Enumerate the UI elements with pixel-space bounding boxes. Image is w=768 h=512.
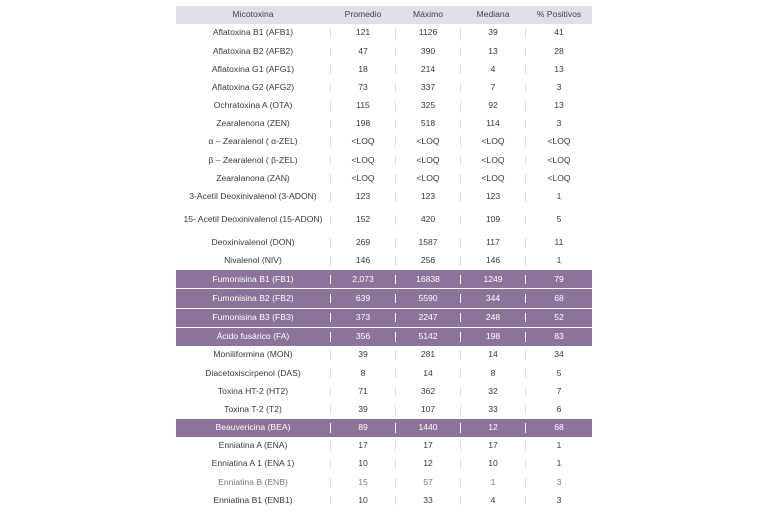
cell-mediana: 39 [460, 28, 525, 37]
cell-micotoxina: Deoxinivalenol (DON) [211, 237, 295, 248]
cell-micotoxina: Enniatina A (ENA) [218, 440, 288, 451]
cell-positivos: 6 [525, 405, 592, 414]
cell-maximo: 1126 [395, 28, 460, 37]
cell-mediana: 248 [460, 313, 525, 322]
cell-promedio: 71 [330, 387, 395, 396]
cell-maximo: <LOQ [395, 156, 460, 165]
cell-positivos: 5 [525, 369, 592, 378]
cell-positivos: 28 [525, 47, 592, 56]
table-row [176, 97, 592, 115]
table-row [176, 188, 592, 206]
cell-micotoxina: Nivalenol (NIV) [224, 255, 282, 266]
cell-positivos: <LOQ [525, 156, 592, 165]
cell-positivos: 11 [525, 238, 592, 247]
cell-promedio: 2,073 [330, 275, 395, 284]
cell-micotoxina: Enniatina B1 (ENB1) [213, 494, 293, 505]
cell-micotoxina: Enniatina B (ENB) [218, 476, 288, 487]
cell-micotoxina: Toxina T-2 (T2) [224, 403, 282, 414]
cell-promedio: 8 [330, 369, 395, 378]
table-header [176, 6, 592, 24]
cell-micotoxina: Ácido fusárico (FA) [216, 331, 290, 342]
cell-promedio: 269 [330, 238, 395, 247]
cell-positivos: 1 [525, 459, 592, 468]
cell-promedio: <LOQ [330, 137, 395, 146]
table-body [176, 24, 592, 510]
cell-micotoxina: Moniliformina (MON) [213, 349, 293, 360]
table-row [176, 455, 592, 473]
cell-promedio: 198 [330, 119, 395, 128]
header-positivos: % Positivos [525, 10, 592, 19]
cell-mediana: 1249 [460, 275, 525, 284]
cell-mediana: 92 [460, 101, 525, 110]
cell-positivos: 13 [525, 101, 592, 110]
cell-micotoxina: Toxina HT-2 (HT2) [217, 385, 289, 396]
table-row [176, 401, 592, 419]
cell-promedio: 73 [330, 83, 395, 92]
table-row [176, 308, 592, 327]
cell-positivos: 34 [525, 350, 592, 359]
cell-micotoxina: Aflatoxina G2 (AFG2) [211, 81, 295, 92]
cell-maximo: 17 [395, 441, 460, 450]
cell-positivos: 68 [525, 423, 592, 432]
cell-positivos: 7 [525, 387, 592, 396]
cell-positivos: 3 [525, 478, 592, 487]
table-row [176, 79, 592, 97]
cell-positivos: 1 [525, 441, 592, 450]
cell-mediana: 10 [460, 459, 525, 468]
cell-mediana: 1 [460, 478, 525, 487]
cell-promedio: 18 [330, 65, 395, 74]
cell-mediana: 13 [460, 47, 525, 56]
cell-maximo: 518 [395, 119, 460, 128]
cell-maximo: 2247 [395, 313, 460, 322]
table-row [176, 115, 592, 133]
cell-maximo: 390 [395, 47, 460, 56]
cell-maximo: 1440 [395, 423, 460, 432]
cell-micotoxina: Aflatoxina G1 (AFG1) [211, 63, 295, 74]
header-promedio: Promedio [330, 10, 395, 19]
table-row [176, 437, 592, 455]
cell-maximo: 33 [395, 496, 460, 505]
cell-promedio: 146 [330, 256, 395, 265]
cell-promedio: 115 [330, 101, 395, 110]
cell-positivos: 1 [525, 192, 592, 201]
cell-mediana: 123 [460, 192, 525, 201]
cell-maximo: 337 [395, 83, 460, 92]
cell-maximo: 12 [395, 459, 460, 468]
cell-maximo: <LOQ [395, 174, 460, 183]
cell-maximo: 16838 [395, 275, 460, 284]
mycotoxin-table [176, 6, 592, 510]
cell-maximo: 281 [395, 350, 460, 359]
cell-micotoxina: Zearalenona (ZEN) [216, 118, 290, 129]
table-row [176, 234, 592, 252]
cell-micotoxina: Fumonisina B2 (FB2) [212, 292, 294, 303]
cell-positivos: 3 [525, 119, 592, 128]
cell-promedio: 15 [330, 478, 395, 487]
cell-mediana: 117 [460, 238, 525, 247]
table-row [176, 151, 592, 169]
cell-micotoxina: Diacetoxiscirpenol (DAS) [205, 367, 301, 378]
cell-micotoxina: 3-Acetil Deoxinivalenol (3-ADON) [189, 191, 317, 202]
table-row [176, 288, 592, 307]
cell-mediana: 4 [460, 65, 525, 74]
table-row [176, 473, 592, 491]
cell-positivos: 13 [525, 65, 592, 74]
table-row [176, 252, 592, 270]
cell-maximo: 1587 [395, 238, 460, 247]
cell-micotoxina: Fumonisina B1 (FB1) [212, 273, 294, 284]
cell-promedio: 17 [330, 441, 395, 450]
cell-micotoxina: β – Zearalenol ( β-ZEL) [208, 154, 298, 165]
cell-mediana: 32 [460, 387, 525, 396]
cell-maximo: 325 [395, 101, 460, 110]
cell-micotoxina: Aflatoxina B2 (AFB2) [212, 45, 294, 56]
header-maximo: Máximo [395, 10, 460, 19]
cell-maximo: 57 [395, 478, 460, 487]
table-row [176, 346, 592, 364]
table-row [176, 327, 592, 346]
table-row [176, 206, 592, 234]
cell-micotoxina: α – Zearalenol ( α-ZEL) [208, 136, 298, 147]
cell-micotoxina: Enniatina A 1 (ENA 1) [211, 458, 295, 469]
cell-maximo: 14 [395, 369, 460, 378]
cell-maximo: 5142 [395, 332, 460, 341]
cell-positivos: 1 [525, 256, 592, 265]
cell-mediana: 12 [460, 423, 525, 432]
cell-positivos: 52 [525, 313, 592, 322]
cell-mediana: 4 [460, 496, 525, 505]
cell-micotoxina: 15- Acetil Deoxinivalenol (15-ADON) [183, 214, 323, 225]
cell-micotoxina: Beauvericina (BEA) [215, 422, 291, 433]
cell-promedio: 373 [330, 313, 395, 322]
cell-promedio: 121 [330, 28, 395, 37]
cell-promedio: 39 [330, 350, 395, 359]
cell-maximo: 5590 [395, 294, 460, 303]
table-row [176, 364, 592, 382]
cell-micotoxina: Zearalanona (ZAN) [216, 172, 290, 183]
cell-mediana: <LOQ [460, 174, 525, 183]
cell-positivos: 3 [525, 496, 592, 505]
cell-mediana: 146 [460, 256, 525, 265]
cell-maximo: 107 [395, 405, 460, 414]
cell-promedio: 10 [330, 496, 395, 505]
cell-positivos: <LOQ [525, 137, 592, 146]
cell-micotoxina: Aflatoxina B1 (AFB1) [212, 27, 294, 38]
cell-promedio: <LOQ [330, 174, 395, 183]
header-mediana: Mediana [460, 10, 525, 19]
cell-promedio: 39 [330, 405, 395, 414]
cell-micotoxina: Fumonisina B3 (FB3) [212, 311, 294, 322]
cell-mediana: 7 [460, 83, 525, 92]
table-row [176, 42, 592, 60]
cell-promedio: 356 [330, 332, 395, 341]
cell-mediana: 109 [460, 215, 525, 224]
cell-mediana: <LOQ [460, 137, 525, 146]
cell-positivos: 79 [525, 275, 592, 284]
cell-mediana: <LOQ [460, 156, 525, 165]
table-row [176, 133, 592, 151]
cell-maximo: 362 [395, 387, 460, 396]
cell-promedio: 89 [330, 423, 395, 432]
cell-mediana: 17 [460, 441, 525, 450]
cell-positivos: <LOQ [525, 174, 592, 183]
cell-positivos: 3 [525, 83, 592, 92]
cell-promedio: <LOQ [330, 156, 395, 165]
table-row [176, 270, 592, 288]
table-row [176, 170, 592, 188]
cell-promedio: 10 [330, 459, 395, 468]
cell-positivos: 68 [525, 294, 592, 303]
cell-maximo: <LOQ [395, 137, 460, 146]
cell-mediana: 114 [460, 119, 525, 128]
cell-positivos: 5 [525, 215, 592, 224]
cell-maximo: 214 [395, 65, 460, 74]
table-row [176, 60, 592, 78]
table-row [176, 492, 592, 510]
cell-positivos: 41 [525, 28, 592, 37]
cell-mediana: 8 [460, 369, 525, 378]
cell-maximo: 420 [395, 215, 460, 224]
table-row [176, 24, 592, 42]
cell-maximo: 256 [395, 256, 460, 265]
cell-promedio: 123 [330, 192, 395, 201]
cell-promedio: 639 [330, 294, 395, 303]
cell-mediana: 198 [460, 332, 525, 341]
cell-micotoxina: Ochratoxina A (OTA) [213, 100, 293, 111]
cell-mediana: 33 [460, 405, 525, 414]
cell-mediana: 14 [460, 350, 525, 359]
cell-positivos: 83 [525, 332, 592, 341]
cell-promedio: 47 [330, 47, 395, 56]
cell-mediana: 344 [460, 294, 525, 303]
table-row [176, 382, 592, 400]
table-row [176, 419, 592, 437]
cell-promedio: 152 [330, 215, 395, 224]
cell-maximo: 123 [395, 192, 460, 201]
header-micotoxina: Micotoxina [232, 9, 274, 20]
